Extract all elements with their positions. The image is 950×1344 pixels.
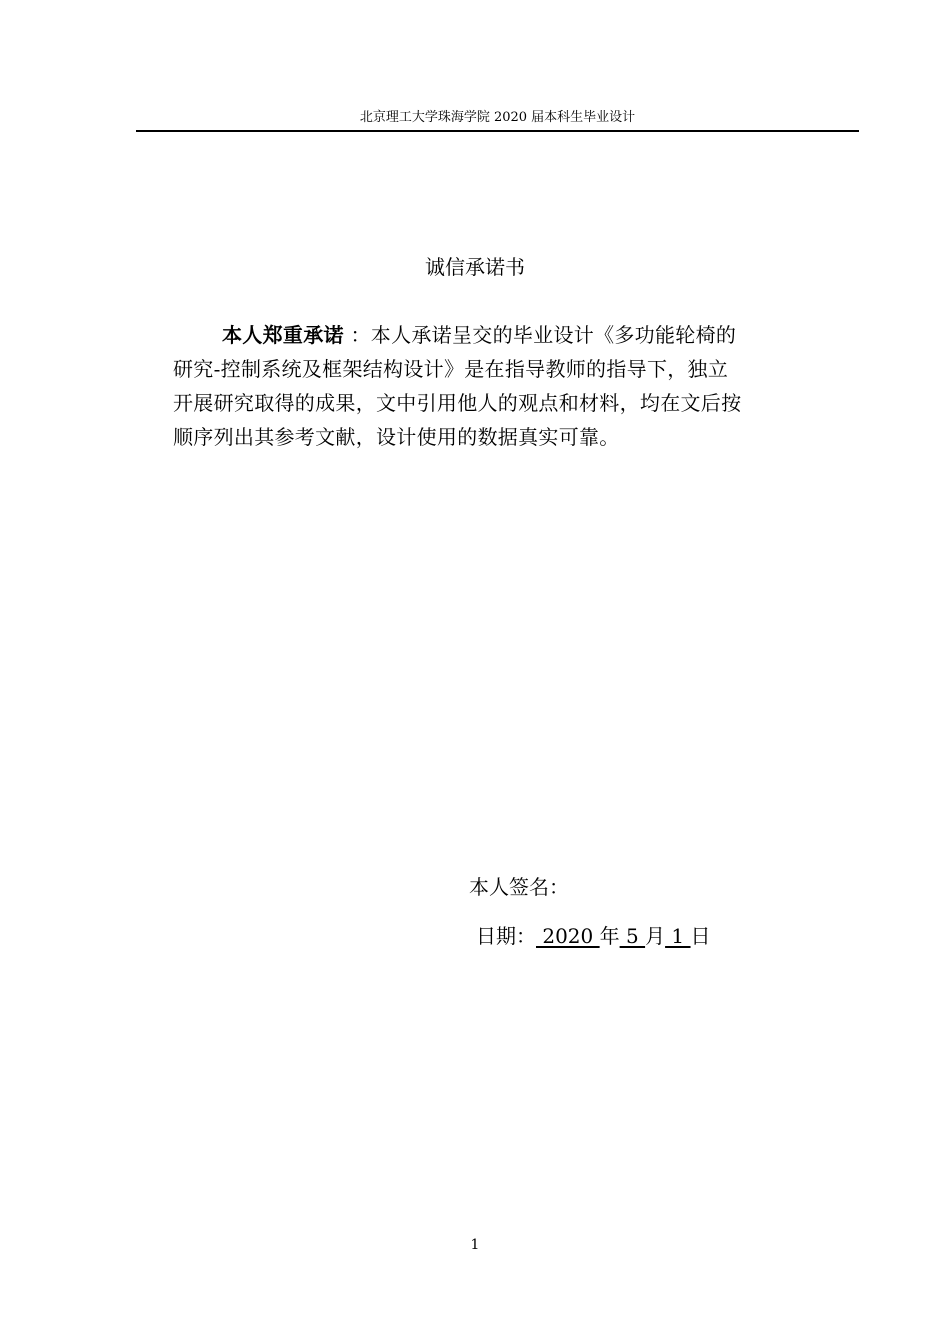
commitment-lead: 本人郑重承诺: [222, 323, 344, 347]
date-month-field: 5: [619, 924, 646, 948]
commitment-paragraph: [173, 318, 833, 454]
page-header: [136, 108, 859, 132]
signature-label: 本人签名：: [469, 875, 569, 899]
signature-row: [469, 874, 569, 900]
commitment-line-1-text: ：本人承诺呈交的毕业设计《多功能轮椅的: [343, 323, 737, 347]
header-text: 北京理工大学珠海学院 2020 届本科生毕业设计: [359, 110, 636, 125]
commitment-line-3: 开展研究取得的成果，文中引用他人的观点和材料，均在文后按: [173, 391, 742, 415]
date-year-unit: 年: [599, 924, 620, 948]
commitment-line-2: 研究-控制系统及框架结构设计》是在指导教师的指导下，独立: [173, 357, 729, 381]
commitment-line-1: [173, 318, 833, 352]
page-number: 1: [470, 1237, 480, 1253]
date-row: [476, 923, 711, 949]
date-label: 日期：: [476, 924, 536, 948]
date-day-field: 1: [665, 924, 691, 948]
document-title: 诚信承诺书: [425, 255, 525, 279]
date-month-unit: 月: [645, 924, 666, 948]
date-year-field: 2020: [536, 924, 600, 948]
date-day-unit: 日: [690, 924, 711, 948]
commitment-line-4: 顺序列出其参考文献，设计使用的数据真实可靠。: [173, 425, 620, 449]
